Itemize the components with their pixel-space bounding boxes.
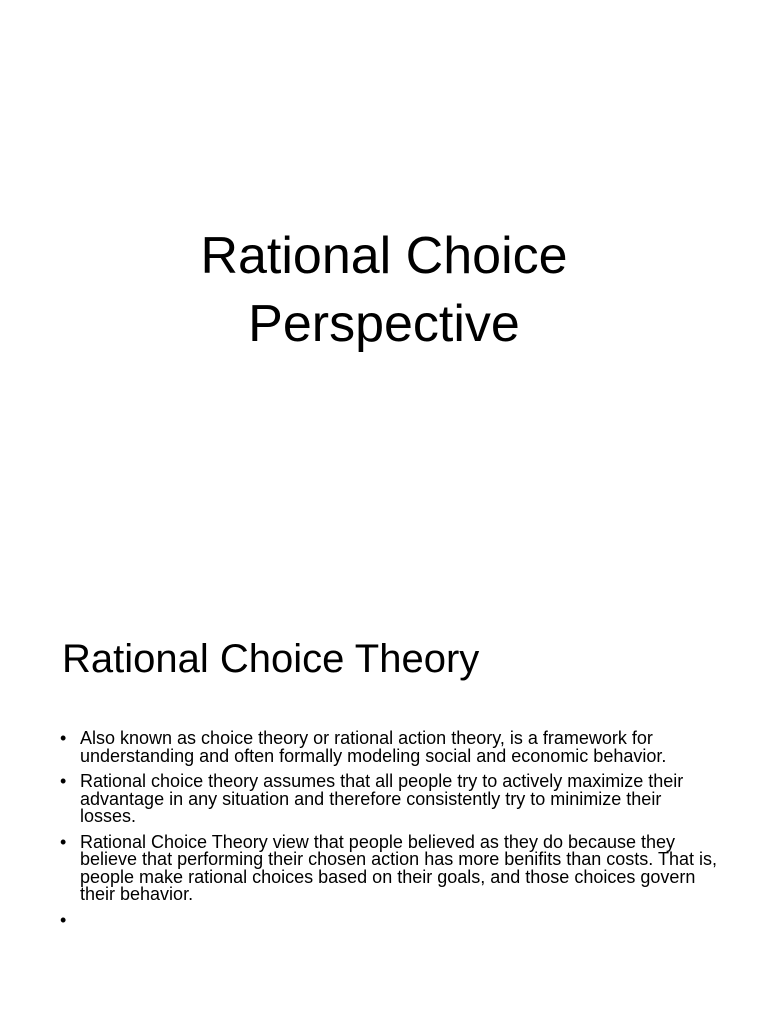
slide-title-line-1: Rational Choice xyxy=(200,227,568,285)
bullet-list xyxy=(58,728,718,930)
bullet-text: Also known as choice theory or rational action theory, is a framework for understanding and often formally modeling social and economic behavior. xyxy=(80,728,667,766)
slide-title-line-2: Perspective xyxy=(248,295,520,353)
content-slide-title: Rational Choice Theory xyxy=(62,637,480,681)
bullet-icon: • xyxy=(60,728,67,748)
bullet-icon: • xyxy=(60,771,67,791)
bullet-text: Rational Choice Theory view that people believed as they do because they believe that performing their chosen action has more benifits than costs. That is, people make rational choices based on their goals, and those choices govern their behavior. xyxy=(80,831,718,904)
bullet-item xyxy=(58,831,718,904)
bullet-icon: • xyxy=(60,909,67,930)
bullet-item xyxy=(58,773,718,826)
slide-title xyxy=(40,222,728,358)
bullet-text: Rational choice theory assumes that all people try to actively maximize their advantage in any situation and therefore consistently try to minimize their losses. xyxy=(80,771,684,826)
content-slide xyxy=(0,576,768,1024)
bullet-item xyxy=(58,730,718,765)
bullet-icon: • xyxy=(60,831,67,852)
